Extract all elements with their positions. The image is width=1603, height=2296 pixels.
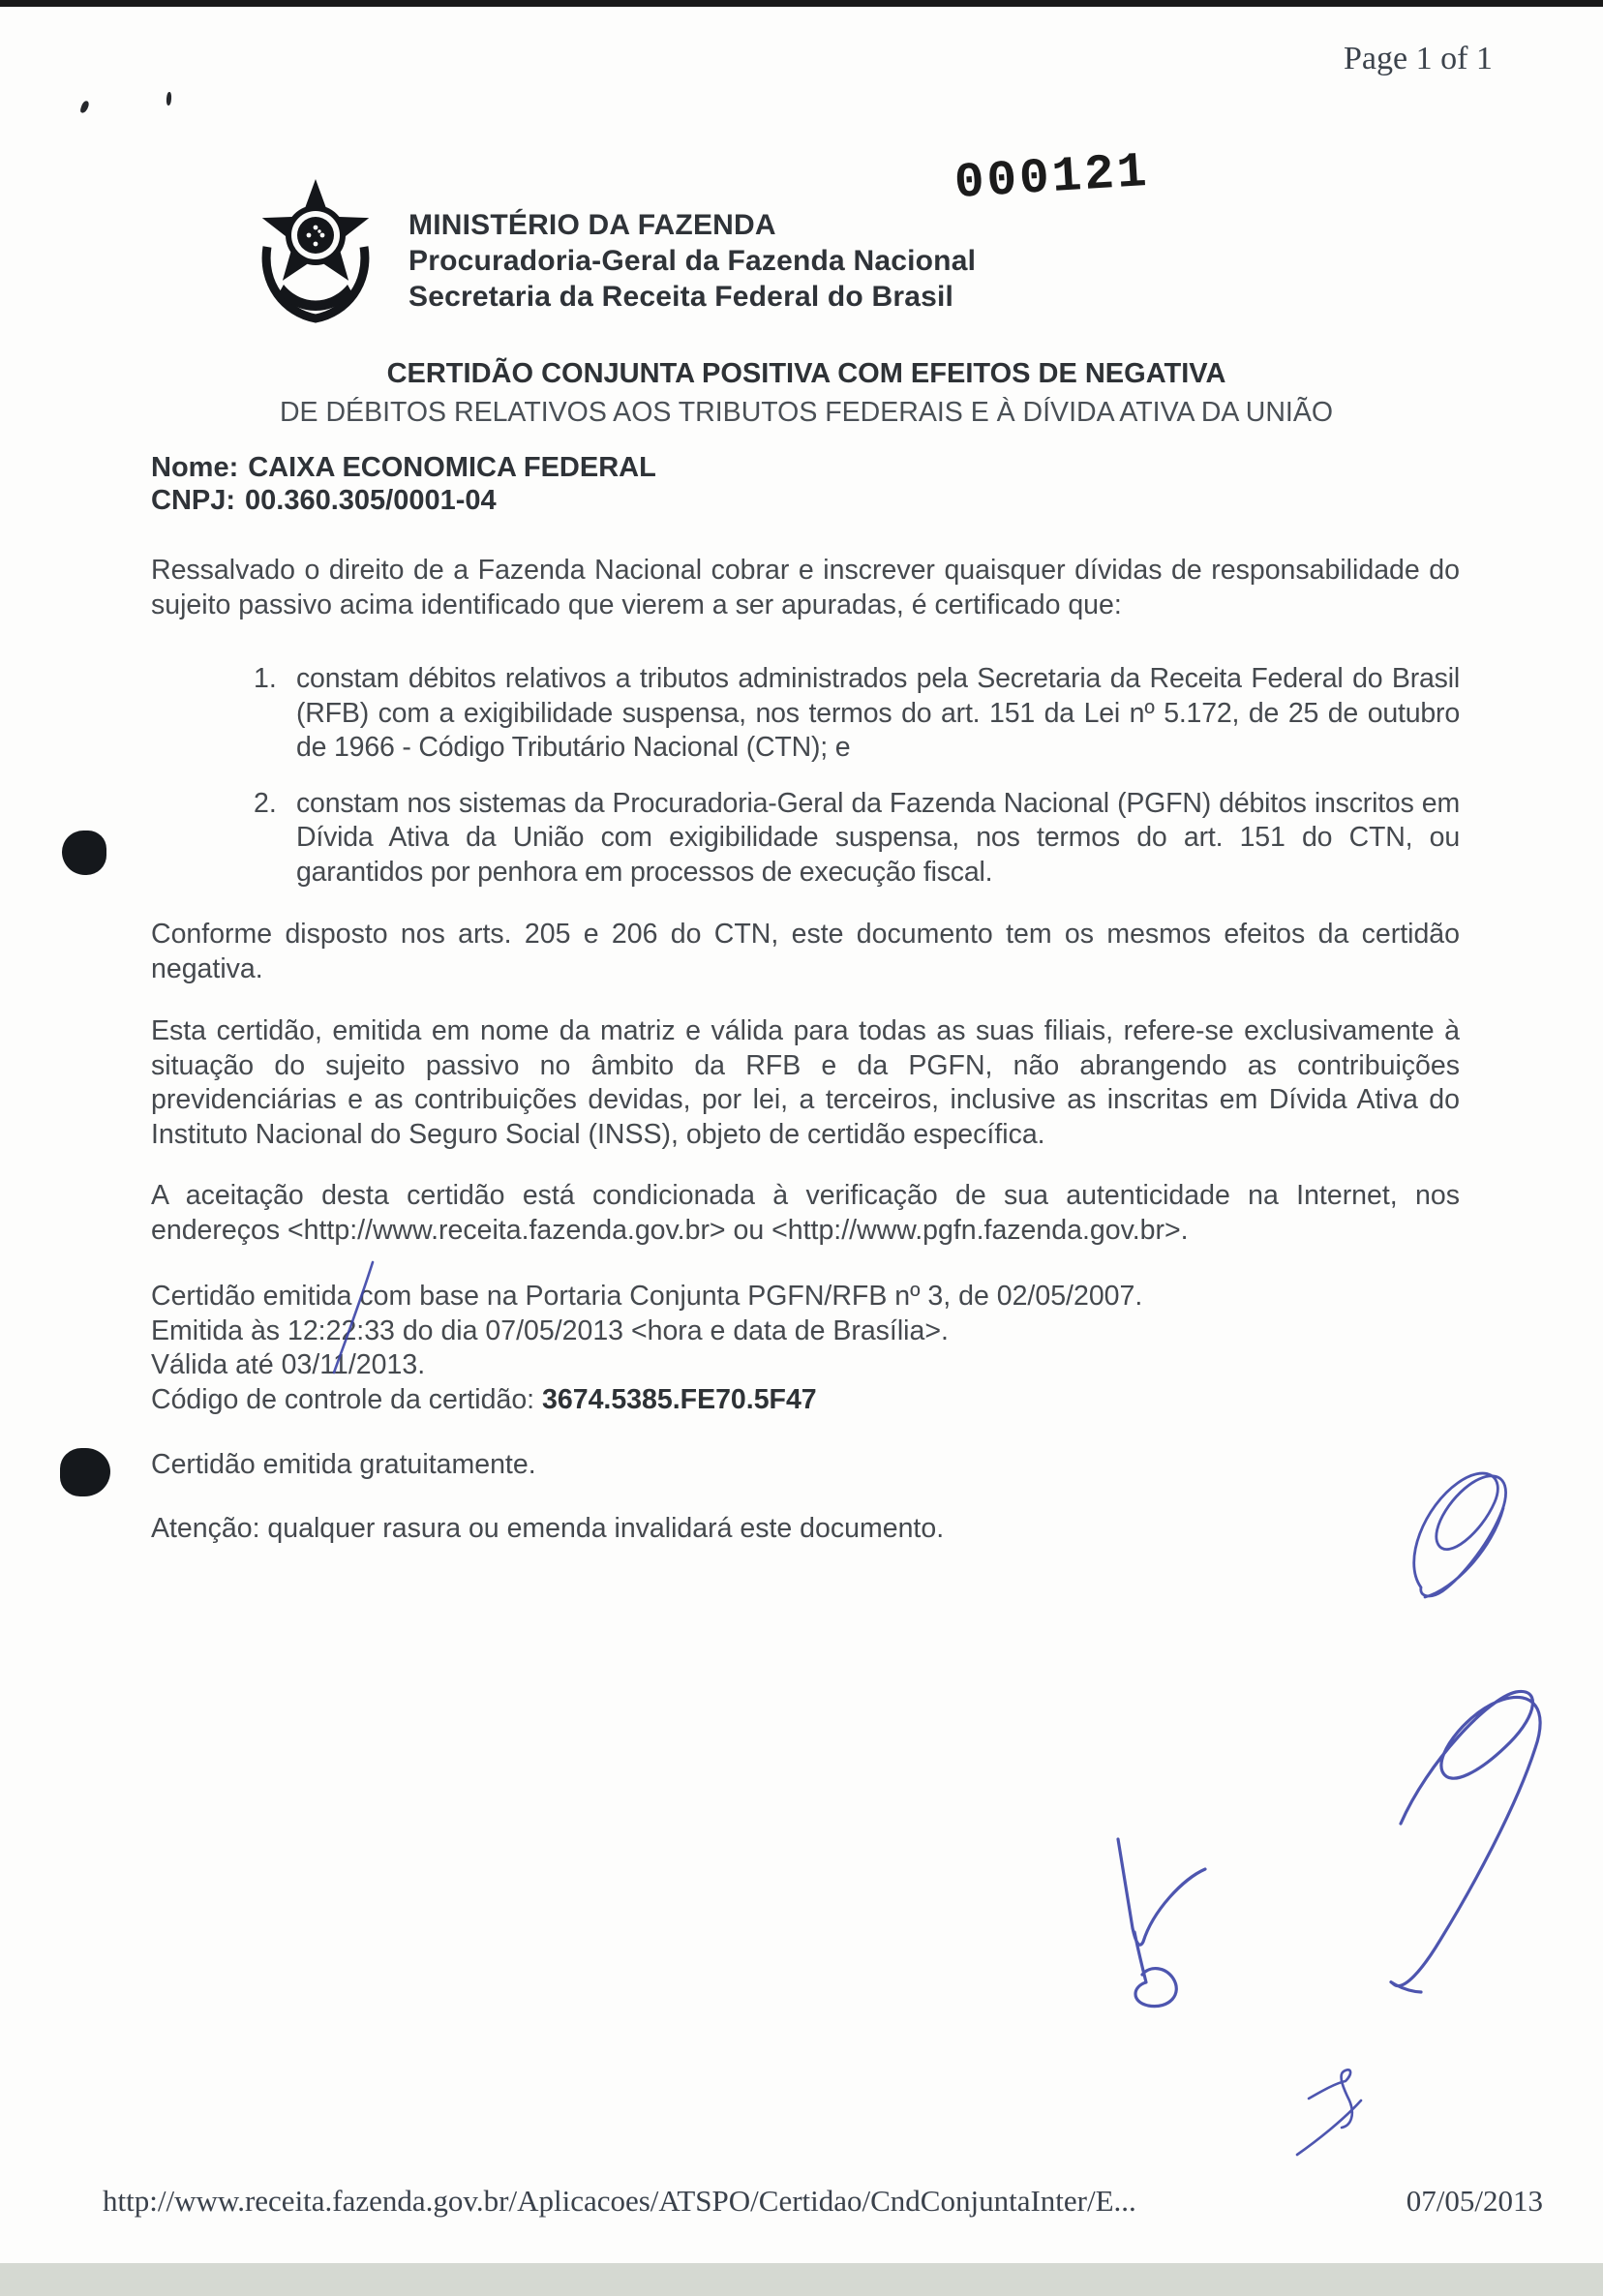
- list-item: [151, 787, 1460, 891]
- signature-initial: [1118, 1839, 1205, 2007]
- attention-line: Atenção: qualquer rasura ou emenda invalidará este documento.: [151, 1513, 945, 1544]
- cnpj-label: CNPJ:: [151, 485, 236, 516]
- aceitacao-paragraph: A aceitação desta certidão está condicionada à verificação de sua autenticidade na Internet, nos endereços <http://www.receita.fazenda.gov.br> ou <http://www.pgfn.fazenda.gov.br>.: [151, 1180, 1460, 1246]
- hole-punch-mark: [60, 1448, 110, 1496]
- cnpj-value: 00.360.305/0001-04: [245, 485, 497, 516]
- name-label: Nome:: [151, 452, 239, 483]
- numbering-stamp: 000121: [953, 144, 1152, 213]
- control-code-line: [151, 1383, 1142, 1418]
- subject-cnpj-row: [151, 484, 656, 517]
- print-footer: [103, 2184, 1543, 2219]
- list-item-number: 1.: [254, 663, 277, 694]
- emission-time-line: Emitida às 12:22:33 do dia 07/05/2013 <hora e data de Brasília>.: [151, 1314, 949, 1346]
- findings-list: [151, 662, 1460, 911]
- list-item: [151, 662, 1460, 766]
- document-title-line2: DE DÉBITOS RELATIVOS AOS TRIBUTOS FEDERAIS E À DÍVIDA ATIVA DA UNIÃO: [279, 397, 1334, 428]
- emission-base-line: Certidão emitida com base na Portaria Conjunta PGFN/RFB nº 3, de 02/05/2007.: [151, 1281, 1143, 1312]
- scan-edge-top: [0, 0, 1603, 7]
- subject-name-row: [151, 451, 656, 484]
- intro-paragraph: Ressalvado o direito de a Fazenda Nacional cobrar e inscrever quaisquer dívidas de responsabilidade do sujeito passivo acima identificado que vierem a ser apuradas, é certificado que:: [151, 555, 1460, 620]
- org-line: Procuradoria-Geral da Fazenda Nacional: [408, 245, 977, 277]
- list-item-text: constam débitos relativos a tributos administrados pela Secretaria da Receita Federal do Brasil (RFB) com a exigibilidade suspensa, nos termos do art. 151 da Lei nº 5.172, de 25 de outubro de 1966 - Código Tributário Nacional (CTN); e: [296, 663, 1460, 763]
- validity-line: Válida até 03/11/2013.: [151, 1349, 426, 1380]
- scan-edge-bottom: [0, 2263, 1603, 2296]
- footer-url: http://www.receita.fazenda.gov.br/Aplicacoes/ATSPO/Certidao/CndConjuntaInter/E...: [103, 2184, 1136, 2218]
- print-page-indicator: Page 1 of 1: [1344, 41, 1493, 76]
- matriz-paragraph: Esta certidão, emitida em nome da matriz e válida para todas as suas filiais, refere-se exclusivamente à situação do sujeito passivo no âmbito da RFB e da PGFN, não abrangendo as contribuições previdenciárias e as contribuições devidas, por lei, a terceiros, inclusive as inscritas em Dívida Ativa do Instituto Nacional do Seguro Social (INSS), objeto de certidão específica.: [151, 1015, 1460, 1150]
- agency-header: [408, 207, 976, 315]
- document-title-line1: CERTIDÃO CONJUNTA POSITIVA COM EFEITOS DE NEGATIVA: [386, 358, 1226, 389]
- ministry-name: MINISTÉRIO DA FAZENDA: [408, 209, 776, 241]
- list-item-text: constam nos sistemas da Procuradoria-Geral da Fazenda Nacional (PGFN) débitos inscritos em Dívida Ativa da União com exigibilidade suspensa, nos termos do art. 151 do CTN, ou garantidos por penhora em processos de execução fiscal.: [296, 787, 1460, 888]
- name-value: CAIXA ECONOMICA FEDERAL: [248, 452, 656, 483]
- hole-punch-mark: [62, 831, 106, 875]
- org-line: Secretaria da Receita Federal do Brasil: [408, 281, 954, 313]
- scan-speck: [79, 100, 89, 113]
- document-title: [145, 358, 1467, 429]
- conforme-paragraph: Conforme disposto nos arts. 205 e 206 do CTN, este documento tem os mesmos efeitos da certidão negativa.: [151, 919, 1460, 984]
- emission-details: [151, 1280, 1142, 1417]
- gratis-line: Certidão emitida gratuitamente.: [151, 1449, 536, 1480]
- control-code-value: 3674.5385.FE70.5F47: [542, 1383, 817, 1415]
- signature-squiggle: [1297, 2069, 1361, 2155]
- scan-speck: [166, 92, 172, 106]
- control-code-label: Código de controle da certidão:: [151, 1383, 543, 1415]
- brazil-coat-of-arms-logo: [238, 163, 393, 329]
- footer-date: 07/05/2013: [1406, 2184, 1543, 2218]
- signature-large: [1391, 1691, 1540, 1992]
- subject-identification: [151, 451, 656, 517]
- list-item-number: 2.: [254, 787, 277, 819]
